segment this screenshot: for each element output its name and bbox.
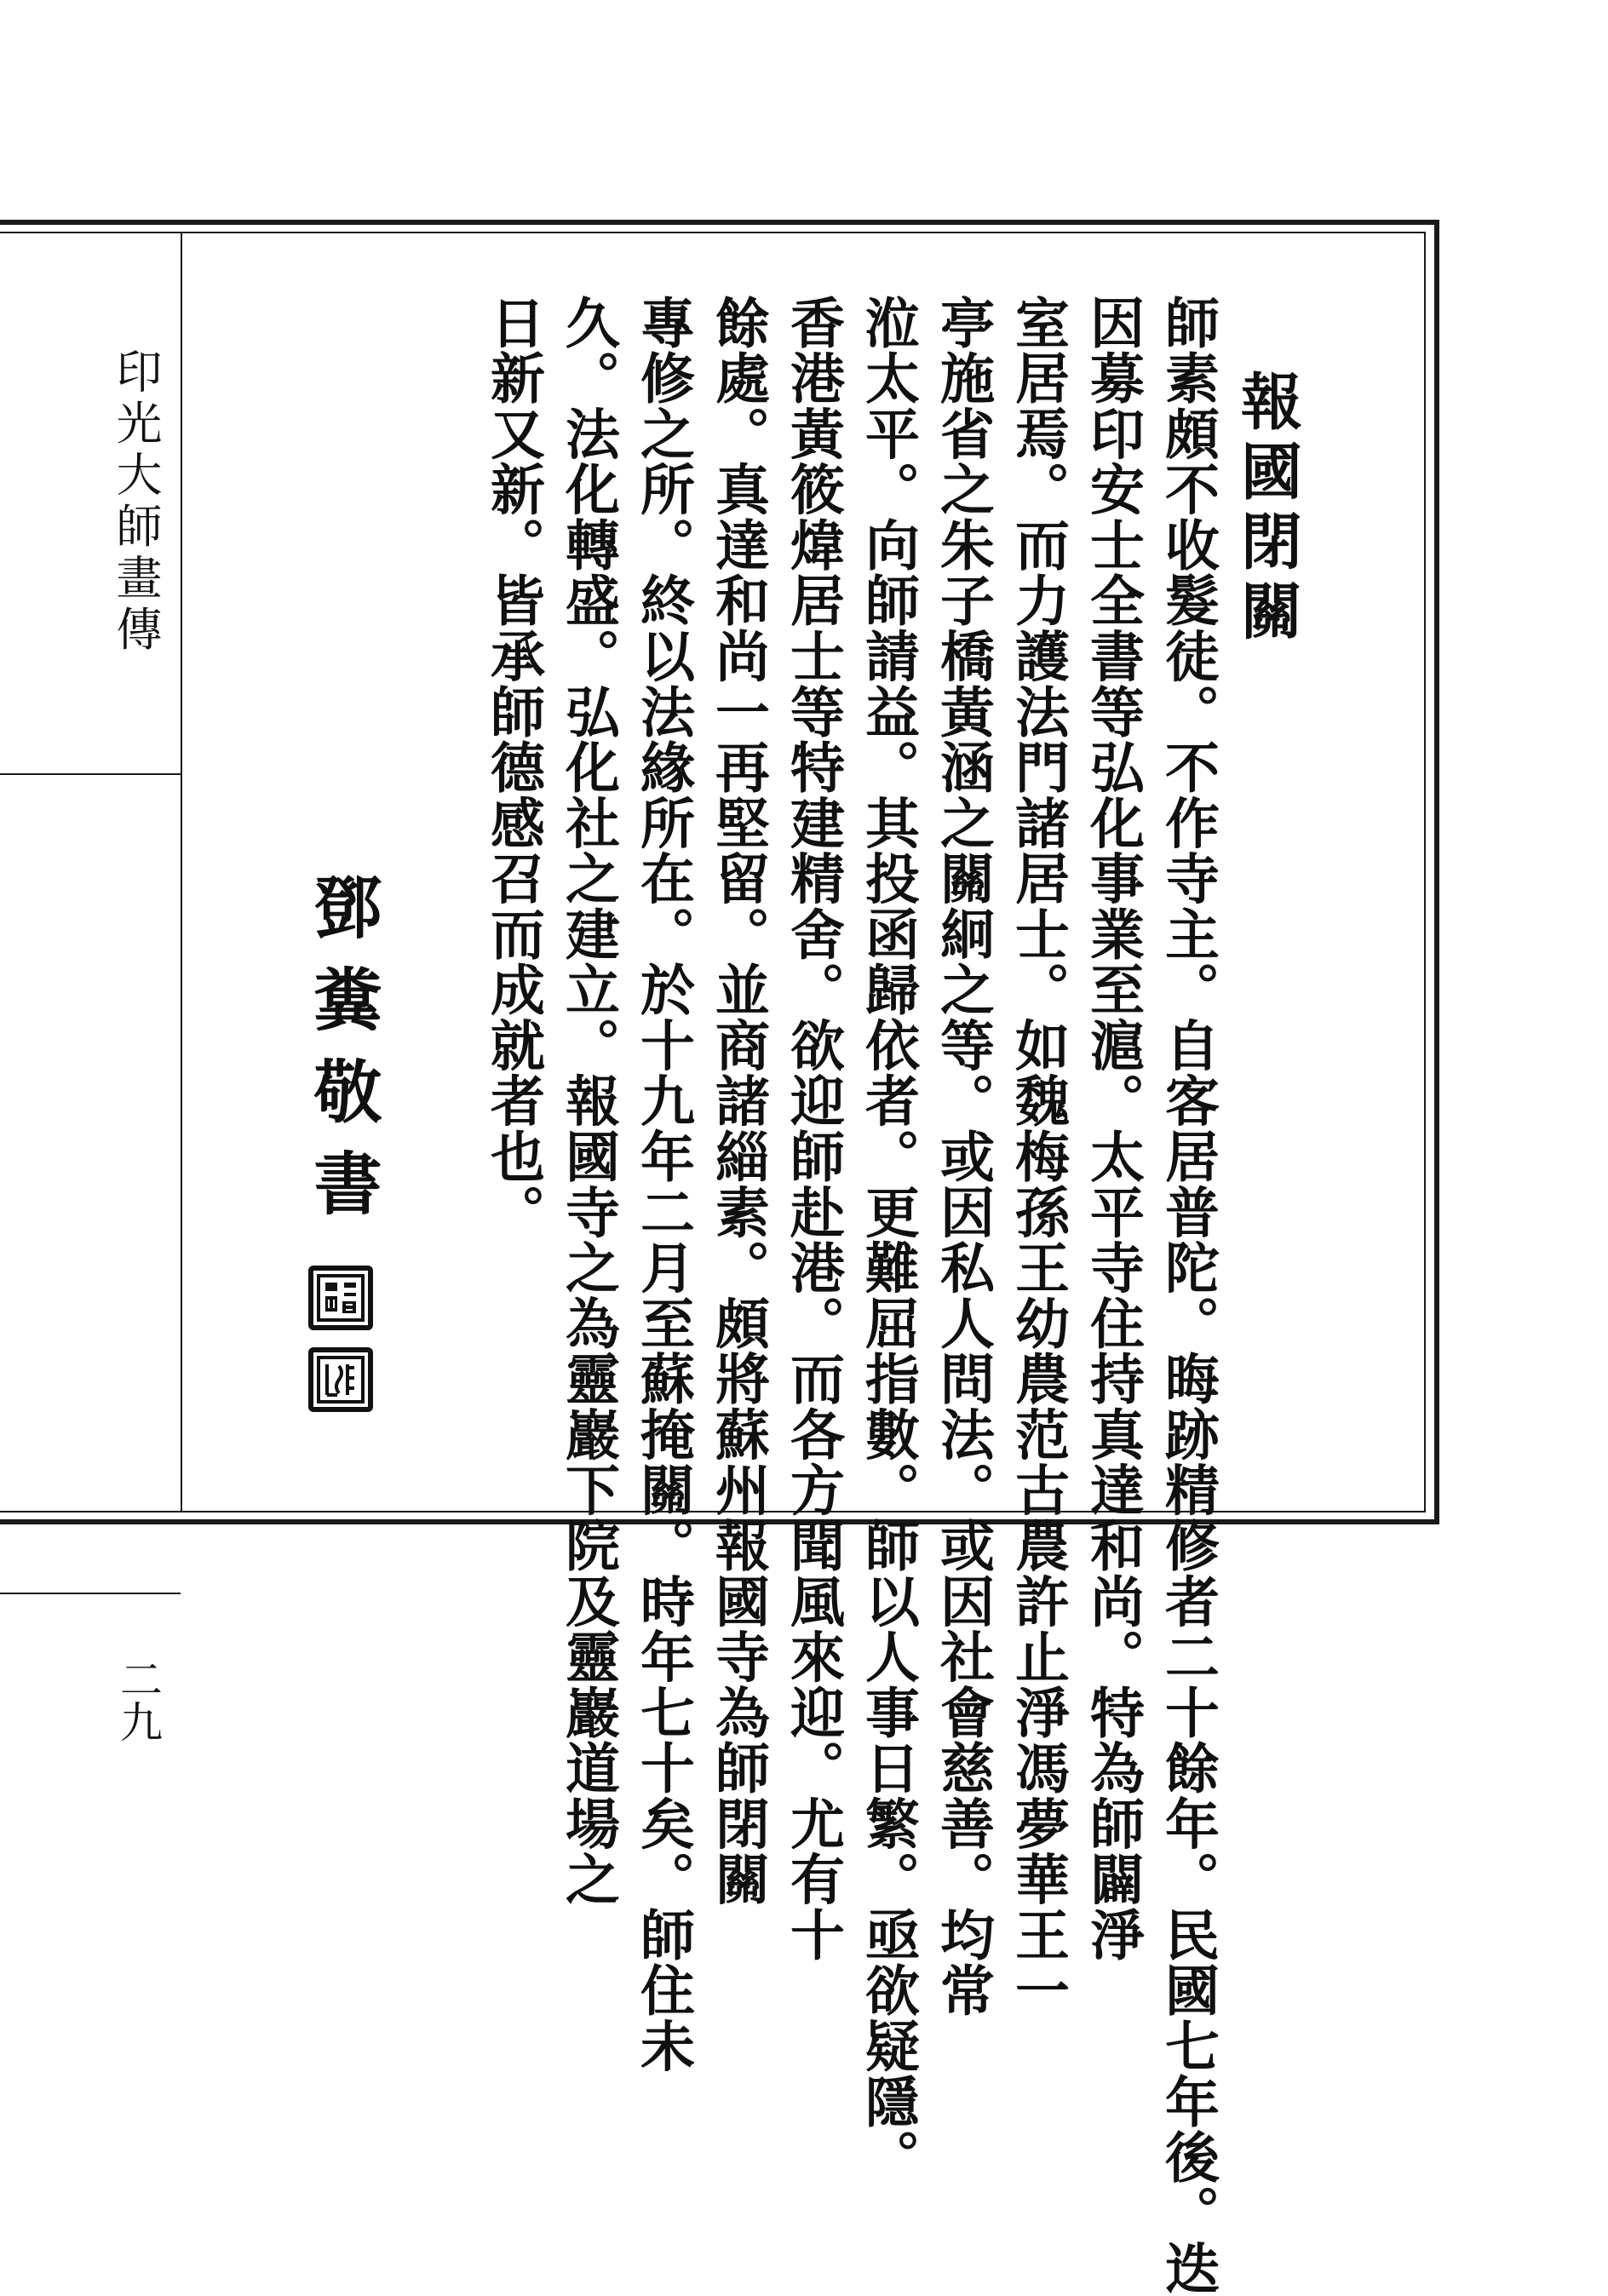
- seal-glyph-icon: [313, 1271, 368, 1325]
- calligraphy-text-area: [184, 233, 1424, 2296]
- text-column: 室居焉。而力護法門諸居士。如魏梅孫王幼農范古農許止淨馮夢華王一: [1006, 295, 1070, 2018]
- seal-square-1: [308, 1266, 373, 1330]
- text-column: 涖太平。向師請益。其投函歸依者。更難屈指數。師以人事日繁。亟欲疑隱。: [856, 295, 920, 2185]
- text-column: 日新又新。皆承師德感召而成就者也。: [481, 295, 545, 1240]
- signature: 鄧糞敬書: [302, 872, 382, 1240]
- text-column: 因募印安士全書等弘化事業至滬。太平寺住持真達和尚。特為師闢淨: [1081, 295, 1145, 1963]
- text-column: 久。法化轉盛。弘化社之建立。報國寺之為靈巖下院及靈巖道場之: [556, 295, 620, 1908]
- book-title: 印光大師畫傳: [109, 347, 163, 657]
- text-column: 師素頗不收髮徒。不作寺主。自客居普陀。晦跡精修者二十餘年。民國七年後。迭: [1156, 295, 1220, 2296]
- margin-divider: [0, 1593, 181, 1594]
- text-column: 餘處。真達和尚一再堅留。並商諸緇素。頗將蘇州報國寺為師閉關: [706, 295, 770, 1908]
- text-column: 亭施省之朱子橋黃涵之關絅之等。或因私人問法。或因社會慈善。均常: [931, 295, 995, 2018]
- article-heading: 報國閉關: [1231, 370, 1303, 650]
- text-column: 香港黃筱煒居士等特建精舍。欲迎師赴港。而各方聞風來迎。尤有十: [781, 295, 845, 1963]
- text-column: 專修之所。終以法緣所在。於十九年二月至蘇掩關。時年七十矣。師住未: [631, 295, 695, 2074]
- margin-divider: [0, 773, 181, 775]
- seal-square-2: [308, 1347, 373, 1412]
- seal-glyph-icon: [313, 1352, 368, 1407]
- page-number: 二九: [113, 1657, 163, 1742]
